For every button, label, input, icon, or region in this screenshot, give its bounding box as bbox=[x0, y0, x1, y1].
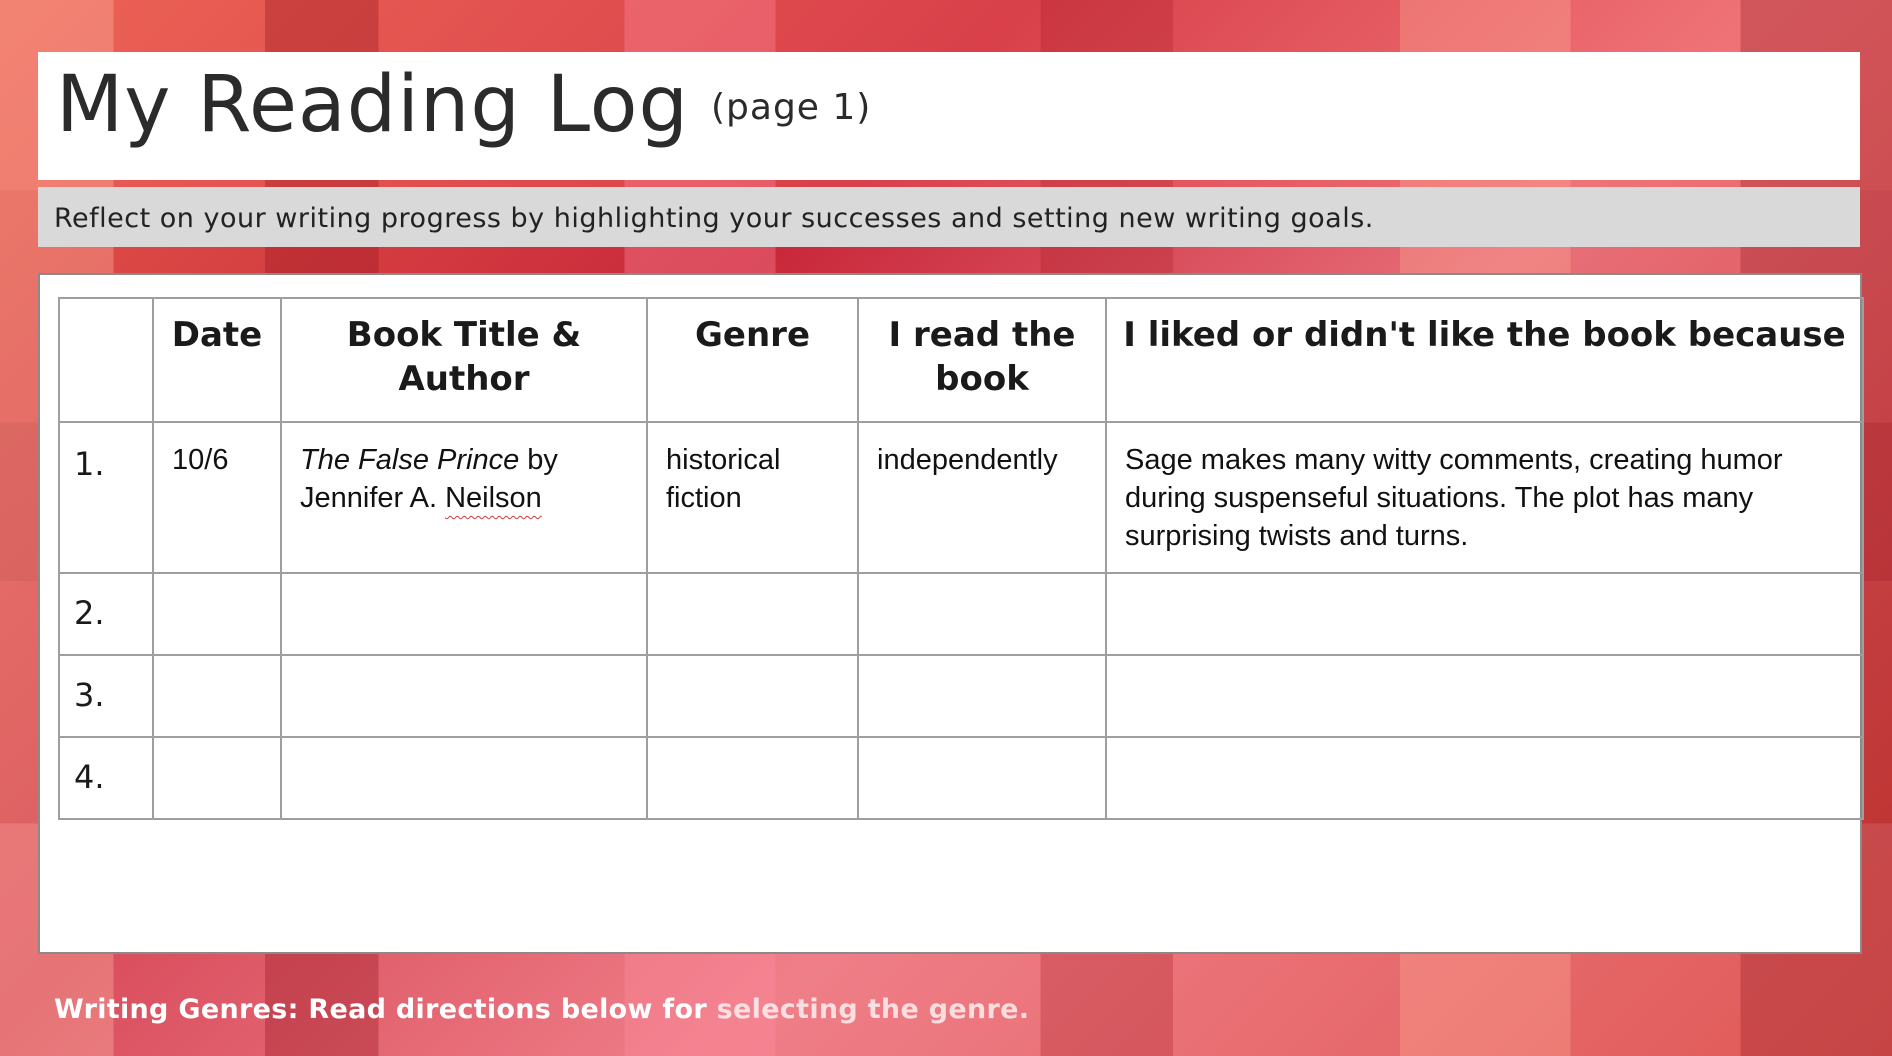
footer-text: Writing Genres: Read directions below for bbox=[54, 994, 717, 1025]
row-number: 2. bbox=[59, 573, 153, 655]
author-last-spellcheck: Neilson bbox=[445, 482, 542, 514]
row-number: 3. bbox=[59, 655, 153, 737]
read-method-cell[interactable] bbox=[858, 737, 1106, 819]
book-title-author-cell[interactable] bbox=[281, 573, 647, 655]
table-row bbox=[59, 655, 1863, 737]
reading-log-table bbox=[58, 297, 1864, 820]
table-row bbox=[59, 737, 1863, 819]
opinion-cell[interactable] bbox=[1106, 655, 1863, 737]
row-number: 4. bbox=[59, 737, 153, 819]
title-text: My Reading Log bbox=[56, 60, 689, 150]
genre-cell[interactable] bbox=[647, 655, 858, 737]
read-method-cell[interactable] bbox=[858, 655, 1106, 737]
book-title-author-cell[interactable] bbox=[281, 737, 647, 819]
header-number bbox=[59, 298, 153, 422]
table-header-row bbox=[59, 298, 1863, 422]
title-bar bbox=[38, 52, 1860, 180]
header-read-method: I read the book bbox=[858, 298, 1106, 422]
author-first: Jennifer A. bbox=[300, 482, 446, 514]
page-number-note: (page 1) bbox=[710, 87, 872, 128]
date-cell[interactable] bbox=[153, 655, 281, 737]
table-row bbox=[59, 422, 1863, 573]
row-number: 1. bbox=[59, 422, 153, 573]
read-method-cell[interactable]: independently bbox=[858, 422, 1106, 573]
genre-cell[interactable] bbox=[647, 737, 858, 819]
book-title: The False Prince bbox=[300, 444, 520, 476]
reading-log-panel bbox=[38, 273, 1862, 954]
footer-genres-note bbox=[54, 994, 1029, 1025]
date-cell[interactable]: 10/6 bbox=[153, 422, 281, 573]
read-method-cell[interactable] bbox=[858, 573, 1106, 655]
genre-cell[interactable] bbox=[647, 573, 858, 655]
header-genre: Genre bbox=[647, 298, 858, 422]
header-book-title-author: Book Title & Author bbox=[281, 298, 647, 422]
date-cell[interactable] bbox=[153, 573, 281, 655]
date-cell[interactable] bbox=[153, 737, 281, 819]
book-title-author-cell[interactable] bbox=[281, 655, 647, 737]
book-title-author-cell[interactable] bbox=[281, 422, 647, 573]
opinion-cell[interactable] bbox=[1106, 573, 1863, 655]
header-date: Date bbox=[153, 298, 281, 422]
table-row bbox=[59, 573, 1863, 655]
header-opinion: I liked or didn't like the book because bbox=[1106, 298, 1863, 422]
page-title bbox=[56, 60, 871, 150]
opinion-cell[interactable]: Sage makes many witty comments, creating humor during suspenseful situations. The plot has many surprising twists and turns. bbox=[1106, 422, 1863, 573]
footer-text-faded: selecting the genre. bbox=[716, 994, 1030, 1025]
instructions-text: Reflect on your writing progress by highlighting your successes and setting new writing goals. bbox=[54, 203, 1374, 234]
genre-cell[interactable]: historical fiction bbox=[647, 422, 858, 573]
opinion-cell[interactable] bbox=[1106, 737, 1863, 819]
instructions-bar bbox=[38, 187, 1860, 247]
by-text: by bbox=[519, 444, 558, 476]
